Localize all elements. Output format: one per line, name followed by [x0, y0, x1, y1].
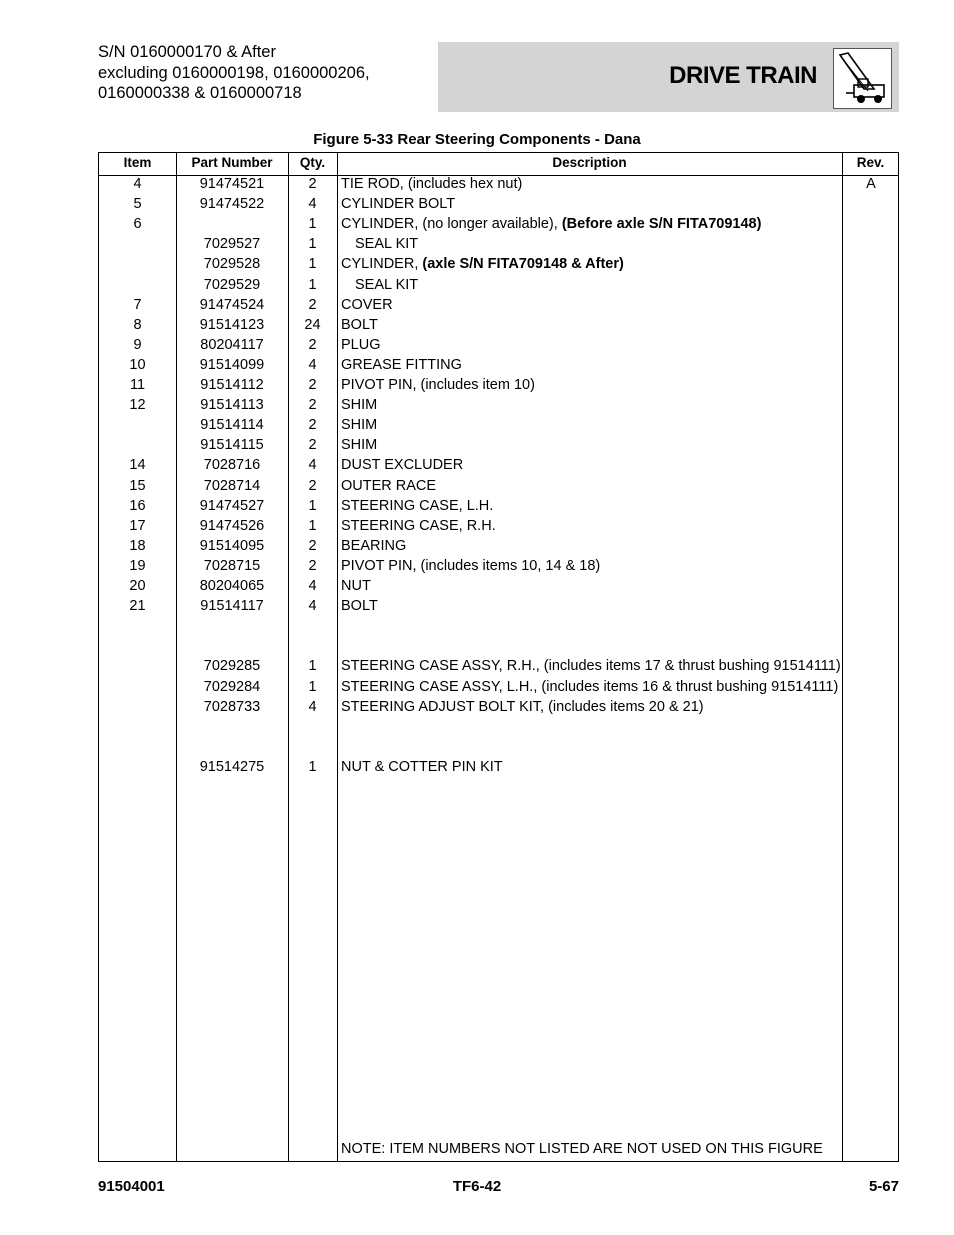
description-bold-text: (axle S/N FITA709148 & After): [422, 256, 624, 273]
doc-number: 91504001: [98, 1178, 165, 1195]
serial-number-block: [98, 42, 428, 104]
table-row: [99, 598, 898, 618]
cell-description: [341, 598, 841, 614]
cell-part-number: 91514112: [200, 377, 264, 393]
cell-qty: 4: [308, 356, 317, 373]
cell-description: [341, 457, 841, 473]
cell-qty: 2: [308, 437, 317, 454]
cell-item: 7: [133, 296, 142, 313]
cell-item: 12: [129, 397, 146, 414]
cell-item: 18: [129, 537, 146, 554]
cell-description: [341, 357, 841, 373]
description-text: STEERING CASE ASSY, L.H., (includes items 16 & thrust bushing 91514111): [341, 678, 839, 695]
description-text: BOLT: [341, 598, 378, 615]
cell-part-number: 91514117: [200, 598, 264, 615]
cell-description: [341, 377, 841, 393]
cell-description: [341, 337, 841, 353]
description-text: BOLT: [341, 316, 378, 333]
cell-qty: 1: [308, 517, 317, 534]
cell-qty: 4: [308, 196, 317, 213]
table-row: [99, 176, 898, 196]
cell-item: 17: [129, 517, 146, 534]
description-text: NUT: [341, 578, 371, 594]
description-text: TIE ROD, (includes hex nut): [341, 176, 523, 192]
cell-description: [341, 176, 841, 192]
description-text: SEAL KIT: [355, 236, 419, 253]
center-code: TF6-42: [452, 1178, 502, 1195]
cell-part-number: 7028714: [203, 477, 261, 494]
table-row: [99, 679, 898, 699]
header-qty: Qty.: [299, 155, 326, 170]
table-row: [99, 658, 898, 678]
description-text: SEAL KIT: [355, 276, 419, 293]
description-text: SHIM: [341, 417, 378, 434]
cell-description: [341, 558, 841, 574]
cell-item: 8: [133, 316, 142, 333]
cell-part-number: 91514115: [200, 437, 264, 454]
page-number: 5-67: [868, 1178, 899, 1195]
cell-qty: 2: [308, 537, 317, 554]
cell-description: [341, 518, 841, 534]
cell-part-number: 91474524: [199, 296, 265, 313]
cell-part-number: 91514095: [199, 537, 265, 554]
description-text: CYLINDER BOLT: [341, 196, 456, 213]
description-text: DUST EXCLUDER: [341, 457, 464, 474]
cell-description: [341, 256, 841, 272]
description-text: COVER: [341, 296, 393, 313]
cell-item: 6: [133, 216, 142, 233]
cell-item: 19: [129, 557, 146, 574]
description-text: PIVOT PIN, (includes items 10, 14 & 18): [341, 557, 601, 574]
table-row: [99, 277, 898, 297]
cell-part-number: 7029284: [203, 678, 261, 695]
table-row: [99, 739, 898, 759]
table-row: [99, 719, 898, 739]
table-row: [99, 196, 898, 216]
cell-description: [341, 417, 841, 433]
table-row: [99, 498, 898, 518]
cell-part-number: 91474526: [199, 517, 265, 534]
cell-item: 16: [129, 497, 146, 514]
description-text: CYLINDER, (no longer available),: [341, 216, 562, 233]
header-part-number: Part Number: [191, 155, 273, 170]
cell-qty: 2: [308, 336, 317, 353]
cell-rev: A: [866, 176, 876, 192]
cell-item: 15: [129, 477, 146, 494]
table-row: [99, 538, 898, 558]
sn-line-1: S/N 0160000170 & After: [98, 43, 276, 61]
cell-qty: 1: [308, 236, 317, 253]
cell-part-number: 91514275: [199, 758, 265, 775]
table-row: [99, 216, 898, 236]
section-title: DRIVE TRAIN: [669, 62, 817, 89]
cell-description: [341, 658, 841, 674]
cell-part-number: 80204065: [199, 578, 265, 594]
description-text: STEERING ADJUST BOLT KIT, (includes items 20 & 21): [341, 698, 704, 715]
description-text: OUTER RACE: [341, 477, 437, 494]
cell-description: [341, 759, 841, 775]
cell-item: 5: [133, 196, 142, 213]
header-item: Item: [123, 155, 152, 170]
cell-item: 4: [133, 176, 142, 192]
parts-table: [98, 152, 899, 1162]
cell-qty: 4: [308, 457, 317, 474]
description-text: NUT & COTTER PIN KIT: [341, 758, 503, 775]
cell-part-number: 91474521: [199, 176, 265, 192]
table-row: [99, 297, 898, 317]
cell-description: [341, 478, 841, 494]
cell-qty: 1: [308, 216, 317, 233]
cell-qty: 2: [308, 296, 317, 313]
table-row: [99, 397, 898, 417]
cell-part-number: 7029285: [203, 658, 261, 675]
cell-part-number: 7028716: [203, 457, 261, 474]
header-description: Description: [552, 155, 627, 170]
header-rev: Rev.: [856, 155, 885, 170]
table-row: [99, 417, 898, 437]
table-note: NOTE: ITEM NUMBERS NOT LISTED ARE NOT USED ON THIS FIGURE: [341, 1141, 823, 1157]
table-row: [99, 558, 898, 578]
table-row: [99, 759, 898, 779]
cell-qty: 2: [308, 557, 317, 574]
description-text: CYLINDER,: [341, 256, 423, 273]
cell-qty: 1: [308, 276, 317, 293]
cell-part-number: 80204117: [200, 336, 264, 353]
table-header: [99, 153, 898, 176]
cell-qty: 4: [308, 698, 317, 715]
telehandler-icon: [833, 48, 892, 109]
cell-description: [341, 397, 841, 413]
table-row: [99, 357, 898, 377]
cell-part-number: 7029528: [203, 256, 261, 273]
cell-qty: 1: [308, 678, 317, 695]
cell-item: 14: [129, 457, 146, 474]
cell-description: [341, 437, 841, 453]
cell-part-number: 91474527: [199, 497, 265, 514]
figure-caption: Figure 5-33 Rear Steering Components - Dana: [313, 131, 641, 148]
cell-description: [341, 317, 841, 333]
cell-qty: 2: [308, 477, 317, 494]
table-row: [99, 377, 898, 397]
cell-part-number: 91514114: [200, 417, 264, 434]
cell-description: [341, 498, 841, 514]
description-text: BEARING: [341, 537, 407, 554]
cell-item: 21: [129, 598, 146, 615]
cell-part-number: 7029529: [203, 276, 261, 293]
cell-description: [341, 699, 841, 715]
cell-description: [341, 538, 841, 554]
cell-item: 20: [129, 578, 146, 594]
table-row: [99, 437, 898, 457]
description-bold-text: (Before axle S/N FITA709148): [561, 216, 762, 233]
cell-qty: 4: [308, 578, 317, 594]
cell-description: [341, 578, 841, 594]
cell-description: [341, 679, 841, 695]
table-row: [99, 256, 898, 276]
cell-qty: 2: [308, 176, 317, 192]
description-text: STEERING CASE, R.H.: [341, 517, 496, 534]
table-row: [99, 457, 898, 477]
cell-qty: 1: [308, 497, 317, 514]
cell-description: [341, 216, 841, 232]
cell-part-number: 7028733: [203, 698, 261, 715]
cell-part-number: 7029527: [203, 236, 261, 253]
cell-description: [355, 277, 855, 293]
cell-part-number: 91514123: [199, 316, 265, 333]
cell-qty: 2: [308, 417, 317, 434]
cell-qty: 2: [308, 397, 317, 414]
cell-part-number: 7028715: [203, 557, 261, 574]
cell-part-number: 91514113: [200, 397, 264, 414]
cell-qty: 2: [308, 377, 317, 393]
cell-part-number: 91474522: [199, 196, 265, 213]
description-text: PLUG: [341, 336, 381, 353]
cell-part-number: 91514099: [199, 356, 265, 373]
table-row: [99, 638, 898, 658]
cell-qty: 1: [308, 658, 317, 675]
table-row: [99, 518, 898, 538]
description-text: STEERING CASE, L.H.: [341, 497, 494, 514]
table-row: [99, 317, 898, 337]
description-text: SHIM: [341, 397, 378, 414]
table-row: [99, 578, 898, 598]
sn-line-2: excluding 0160000198, 0160000206,: [98, 63, 370, 82]
cell-qty: 24: [304, 316, 321, 333]
table-row: [99, 337, 898, 357]
cell-description: [341, 196, 841, 212]
table-row: [99, 478, 898, 498]
table-row: [99, 618, 898, 638]
description-text: GREASE FITTING: [341, 356, 462, 373]
cell-item: 11: [129, 377, 146, 393]
cell-item: 9: [133, 336, 142, 353]
table-row: [99, 699, 898, 719]
cell-description: [341, 297, 841, 313]
table-row: [99, 236, 898, 256]
cell-qty: 4: [308, 598, 317, 615]
cell-qty: 1: [308, 256, 317, 273]
cell-item: 10: [129, 356, 146, 373]
description-text: SHIM: [341, 437, 378, 454]
section-header: [438, 42, 899, 112]
description-text: PIVOT PIN, (includes item 10): [341, 377, 535, 393]
description-text: STEERING CASE ASSY, R.H., (includes items 17 & thrust bushing 91514111): [341, 658, 841, 675]
cell-description: [355, 236, 855, 252]
sn-line-3: 0160000338 & 0160000718: [98, 84, 302, 102]
cell-qty: 1: [308, 758, 317, 775]
